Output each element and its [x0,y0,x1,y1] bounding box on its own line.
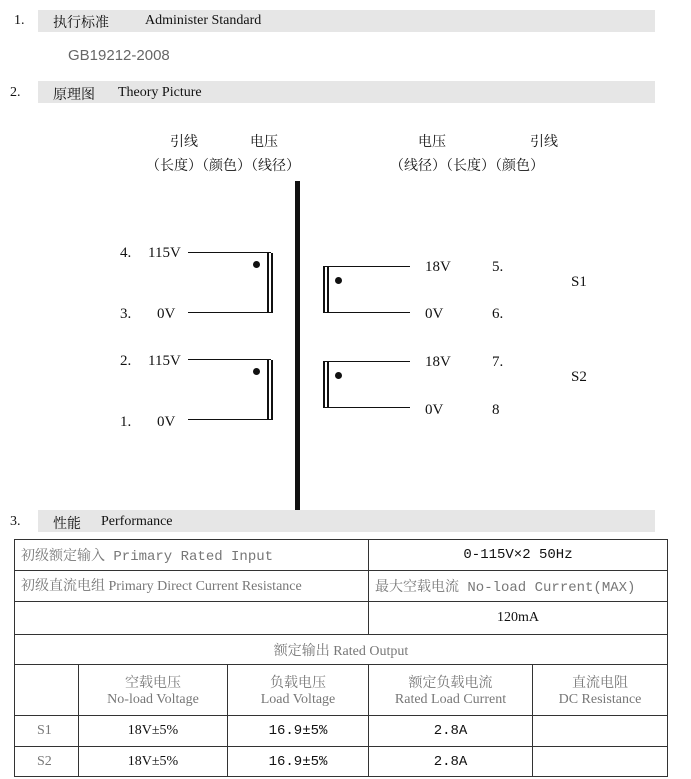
secondary-lead-line [324,407,410,408]
primary-pin: 2. [120,353,132,369]
load-voltage-cell: 16.9±5% [228,716,369,747]
polarity-dot [253,261,260,268]
primary-lead-line [188,252,271,253]
rated-current-cell: 2.8A [369,716,533,747]
dc-resistance-value [15,602,369,635]
section-title-cn: 性能 [53,516,81,532]
primary-coil-bar [267,253,269,313]
secondary-lead-line [324,312,410,313]
column-header-cn: 额定负载电流 [408,675,493,691]
primary-voltage: 0V [157,306,176,322]
table-row [15,602,668,635]
noload-current-label: 最大空载电流 No-load Current(MAX) [369,571,668,602]
primary-voltage: 115V [148,353,181,369]
column-header-en: DC Resistance [558,692,642,707]
left-sub-header: （长度）（颜色）（线径） [146,158,300,174]
column-header-cn: 直流电阻 [572,675,628,691]
column-header [79,665,228,716]
section-title-cn: 执行标准 [53,15,109,31]
winding-label-s2: S2 [571,369,587,385]
section-title-en: Performance [101,514,173,529]
dc-resistance-cell [533,747,668,777]
table-row [15,635,668,665]
polarity-dot [335,277,342,284]
performance-table [14,539,668,777]
right-voltage-header: 电压 [418,134,446,150]
secondary-pin: 6. [492,306,504,322]
secondary-voltage: 0V [425,306,444,322]
rated-current-cell: 2.8A [369,747,533,777]
column-header [369,665,533,716]
section-number: 2. [10,85,21,100]
secondary-coil-bar [323,266,325,313]
secondary-coil-bar [323,361,325,408]
secondary-voltage: 18V [425,354,451,370]
primary-lead-line [188,312,271,313]
dc-resistance-label: 初级直流电组 Primary Direct Current Resistance [15,571,369,602]
noload-voltage-cell: 18V±5% [79,747,228,777]
section-bar-standard [38,10,655,32]
table-row [15,747,668,777]
primary-pin: 3. [120,306,132,322]
noload-current-value: 120mA [369,602,668,635]
transformer-core [295,181,300,513]
primary-lead-line [188,419,271,420]
left-voltage-header: 电压 [250,134,278,150]
secondary-voltage: 18V [425,259,451,275]
secondary-coil-bar [327,361,329,408]
section-number: 1. [14,13,25,28]
right-lead-header: 引线 [530,134,558,150]
column-header-blank [15,665,79,716]
column-header-cn: 空载电压 [125,675,181,691]
rated-output-title: 额定输出 Rated Output [15,635,668,665]
section-number: 3. [10,514,21,529]
column-header-en: Load Voltage [260,692,336,707]
primary-pin: 1. [120,414,132,430]
primary-coil-bar [271,360,273,420]
secondary-lead-line [324,266,410,267]
secondary-coil-bar [327,266,329,313]
noload-voltage-cell: 18V±5% [79,716,228,747]
secondary-voltage: 0V [425,402,444,418]
secondary-lead-line [324,361,410,362]
section-title-cn: 原理图 [53,87,95,103]
section-title-en: Administer Standard [145,13,262,28]
primary-pin: 4. [120,245,132,261]
column-header-cn: 负载电压 [270,675,326,691]
column-header [228,665,369,716]
standard-code: GB19212-2008 [68,47,170,64]
row-name: S1 [15,716,79,747]
secondary-pin: 5. [492,259,504,275]
table-header-row [15,665,668,716]
column-header-en: Rated Load Current [394,692,507,707]
section-title-en: Theory Picture [118,85,202,100]
secondary-pin: 7. [492,354,504,370]
right-sub-header: （线径）（长度）（颜色） [390,158,544,174]
primary-input-value: 0-115V×2 50Hz [369,540,668,571]
primary-voltage: 0V [157,414,176,430]
table-row [15,540,668,571]
load-voltage-cell: 16.9±5% [228,747,369,777]
secondary-pin: 8 [492,402,500,418]
winding-label-s1: S1 [571,274,587,290]
table-row [15,716,668,747]
primary-lead-line [188,359,271,360]
primary-coil-bar [267,360,269,420]
primary-input-label: 初级额定输入 Primary Rated Input [15,540,369,571]
primary-coil-bar [271,253,273,313]
polarity-dot [335,372,342,379]
table-row [15,571,668,602]
polarity-dot [253,368,260,375]
column-header [533,665,668,716]
row-name: S2 [15,747,79,777]
dc-resistance-cell [533,716,668,747]
left-lead-header: 引线 [170,134,198,150]
primary-voltage: 115V [148,245,181,261]
column-header-en: No-load Voltage [107,692,199,707]
